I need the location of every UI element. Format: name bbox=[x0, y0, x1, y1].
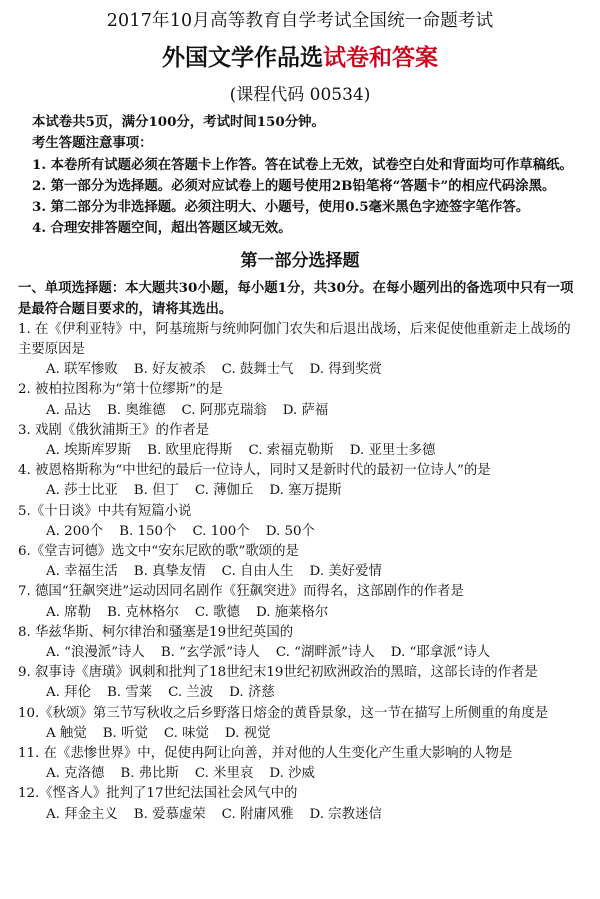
question-stem: 5.《十日谈》中共有短篇小说 bbox=[18, 503, 192, 519]
option-a: A. 埃斯库罗斯 bbox=[46, 443, 132, 458]
option-d: D. 50个 bbox=[265, 523, 315, 539]
option-b: B. 欧里庇得斯 bbox=[147, 443, 233, 458]
notice-summary: 本试卷共5页，满分100分，考试时间150分钟。 bbox=[32, 114, 325, 130]
option-d: D. 美好爱情 bbox=[309, 564, 382, 580]
option-c: C. 自由人生 bbox=[221, 564, 294, 580]
part1-title: 第一部分选择题 bbox=[240, 250, 360, 271]
option-c: C. 鼓舞士气 bbox=[221, 362, 294, 378]
question-options bbox=[18, 683, 582, 703]
question-options bbox=[18, 764, 582, 784]
option-b: B. 克林格尔 bbox=[106, 604, 179, 620]
option-d: D. 施莱格尔 bbox=[255, 604, 329, 620]
exam-title: 2017年10月高等教育自学考试全国统一命题考试 bbox=[106, 11, 494, 31]
question-options bbox=[18, 522, 582, 542]
option-d: D. 亚里士多德 bbox=[349, 443, 436, 458]
option-d: D. 塞万提斯 bbox=[269, 483, 342, 499]
question-stem: 8. 华兹华斯、柯尔律治和骚塞是19世纪英国的 bbox=[18, 624, 294, 640]
question-item bbox=[18, 623, 582, 663]
question-item bbox=[18, 502, 582, 542]
question-stem: 2. 被柏拉图称为“第十位缪斯”的是 bbox=[18, 382, 223, 398]
question-options bbox=[18, 562, 582, 582]
option-a: A 触觉 bbox=[46, 725, 87, 741]
option-c: C. 阿那克瑞翁 bbox=[181, 402, 267, 418]
subject-title-red: 试卷和答案 bbox=[323, 44, 438, 71]
option-c: C. 薄伽丘 bbox=[194, 483, 254, 499]
question-item bbox=[18, 421, 582, 461]
option-b: B. 弗比斯 bbox=[120, 766, 179, 782]
question-item bbox=[18, 704, 582, 744]
question-options bbox=[18, 441, 582, 461]
notice-block bbox=[18, 112, 582, 240]
question-options bbox=[18, 724, 582, 744]
option-c: C. 味觉 bbox=[163, 725, 209, 741]
question-options bbox=[18, 805, 582, 825]
notice-item: 4. 合理安排答题空间，超出答题区域无效。 bbox=[32, 220, 292, 237]
notice-item: 2. 第一部分为选择题。必须对应试卷上的题号使用2B铅笔将“答题卡”的相应代码涂黑。 bbox=[32, 177, 556, 194]
option-c: C. 米里哀 bbox=[194, 766, 254, 782]
question-stem: 3. 戏剧《俄狄浦斯王》的作者是 bbox=[18, 422, 210, 438]
question-options bbox=[18, 360, 582, 380]
subject-title bbox=[18, 38, 582, 78]
option-a: A. 200个 bbox=[46, 523, 104, 539]
question-stem: 7. 德国“狂飙突进”运动因同名剧作《狂飙突进》而得名，这部剧作的作者是 bbox=[18, 584, 464, 600]
option-b: B. 好友被杀 bbox=[133, 362, 206, 378]
option-d: D. “耶拿派”诗人 bbox=[390, 645, 491, 661]
question-item bbox=[18, 784, 582, 824]
option-c: C. 歌德 bbox=[194, 604, 240, 620]
question-item bbox=[18, 461, 582, 501]
question-item bbox=[18, 320, 582, 381]
option-a: A. 联军惨败 bbox=[46, 362, 118, 378]
question-stem: 12.《悭吝人》批判了17世纪法国社会风气中的 bbox=[18, 786, 298, 802]
question-stem: 1. 在《伊利亚特》中，阿基琉斯与统帅阿伽门农失和后退出战场，后来促使他重新走上战场的主要原因是 bbox=[18, 321, 571, 357]
question-options bbox=[18, 643, 582, 663]
notice-heading: 考生答题注意事项： bbox=[32, 135, 153, 152]
option-b: B. 150个 bbox=[119, 523, 177, 539]
option-b: B. 奥维德 bbox=[106, 402, 166, 418]
option-a: A. 品达 bbox=[46, 402, 91, 418]
course-code: (课程代码 00534) bbox=[229, 85, 371, 105]
option-c: C. 附庸风雅 bbox=[221, 806, 294, 822]
question-item bbox=[18, 744, 582, 784]
option-a: A. 克洛德 bbox=[46, 766, 105, 782]
notice-item: 3. 第二部分为非选择题。必须注明大、小题号，使用0.5毫米黑色字迹签字笔作答。 bbox=[32, 199, 530, 216]
option-d: D. 沙威 bbox=[269, 766, 315, 782]
question-stem: 6.《堂吉诃德》选文中“安东尼欧的歌”歌颂的是 bbox=[18, 544, 299, 560]
question-options bbox=[18, 603, 582, 623]
question-item bbox=[18, 582, 582, 622]
option-a: A. 幸福生活 bbox=[46, 564, 118, 580]
question-stem: 10.《秋颂》第三节写秋收之后乡野落日熔金的黄昏景象，这一节在描写上所侧重的角度是 bbox=[18, 705, 549, 721]
notice-item: 1. 本卷所有试题必须在答题卡上作答。答在试卷上无效，试卷空白处和背面均可作草稿纸。 bbox=[32, 156, 573, 173]
option-d: D. 宗教迷信 bbox=[309, 806, 382, 822]
question-stem: 4. 被恩格斯称为“中世纪的最后一位诗人，同时又是新时代的最初一位诗人”的是 bbox=[18, 463, 491, 479]
option-c: C. 100个 bbox=[192, 523, 250, 539]
option-c: C. “湖畔派”诗人 bbox=[275, 645, 375, 661]
option-a: A. 莎士比亚 bbox=[46, 483, 118, 499]
option-b: B. 听觉 bbox=[102, 725, 148, 741]
option-d: D. 视觉 bbox=[224, 725, 271, 741]
question-item bbox=[18, 663, 582, 703]
option-c: C. 兰波 bbox=[168, 685, 214, 701]
question-options bbox=[18, 401, 582, 421]
option-a: A. “浪漫派”诗人 bbox=[46, 645, 145, 661]
question-stem: 11. 在《悲惨世界》中，促使冉阿让向善，并对他的人生变化产生重大影响的人物是 bbox=[18, 746, 513, 762]
option-a: A. 席勒 bbox=[46, 604, 91, 620]
section-intro: 一、单项选择题：本大题共30小题，每小题1分，共30分。在每小题列出的备选项中只有一项是最符合题目要求的，请将其选出。 bbox=[18, 279, 574, 317]
option-b: B. 但丁 bbox=[133, 483, 179, 499]
option-a: A. 拜金主义 bbox=[46, 806, 118, 822]
option-d: D. 得到奖赏 bbox=[309, 362, 382, 378]
option-d: D. 萨福 bbox=[282, 402, 329, 418]
option-c: C. 索福克勒斯 bbox=[248, 443, 334, 458]
subject-title-black: 外国文学作品选 bbox=[162, 44, 323, 71]
question-item bbox=[18, 542, 582, 582]
option-a: A. 拜伦 bbox=[46, 685, 91, 701]
question-options bbox=[18, 481, 582, 501]
question-list bbox=[18, 320, 582, 825]
option-b: B. 真挚友情 bbox=[133, 564, 206, 580]
question-item bbox=[18, 380, 582, 420]
question-stem: 9. 叙事诗《唐璜》讽刺和批判了18世纪末19世纪初欧洲政治的黑暗，这部长诗的作者是 bbox=[18, 665, 538, 681]
option-d: D. 济慈 bbox=[229, 685, 275, 701]
option-b: B. 雪莱 bbox=[106, 685, 153, 701]
option-b: B. “玄学派”诗人 bbox=[160, 645, 260, 661]
option-b: B. 爱慕虚荣 bbox=[133, 806, 206, 822]
